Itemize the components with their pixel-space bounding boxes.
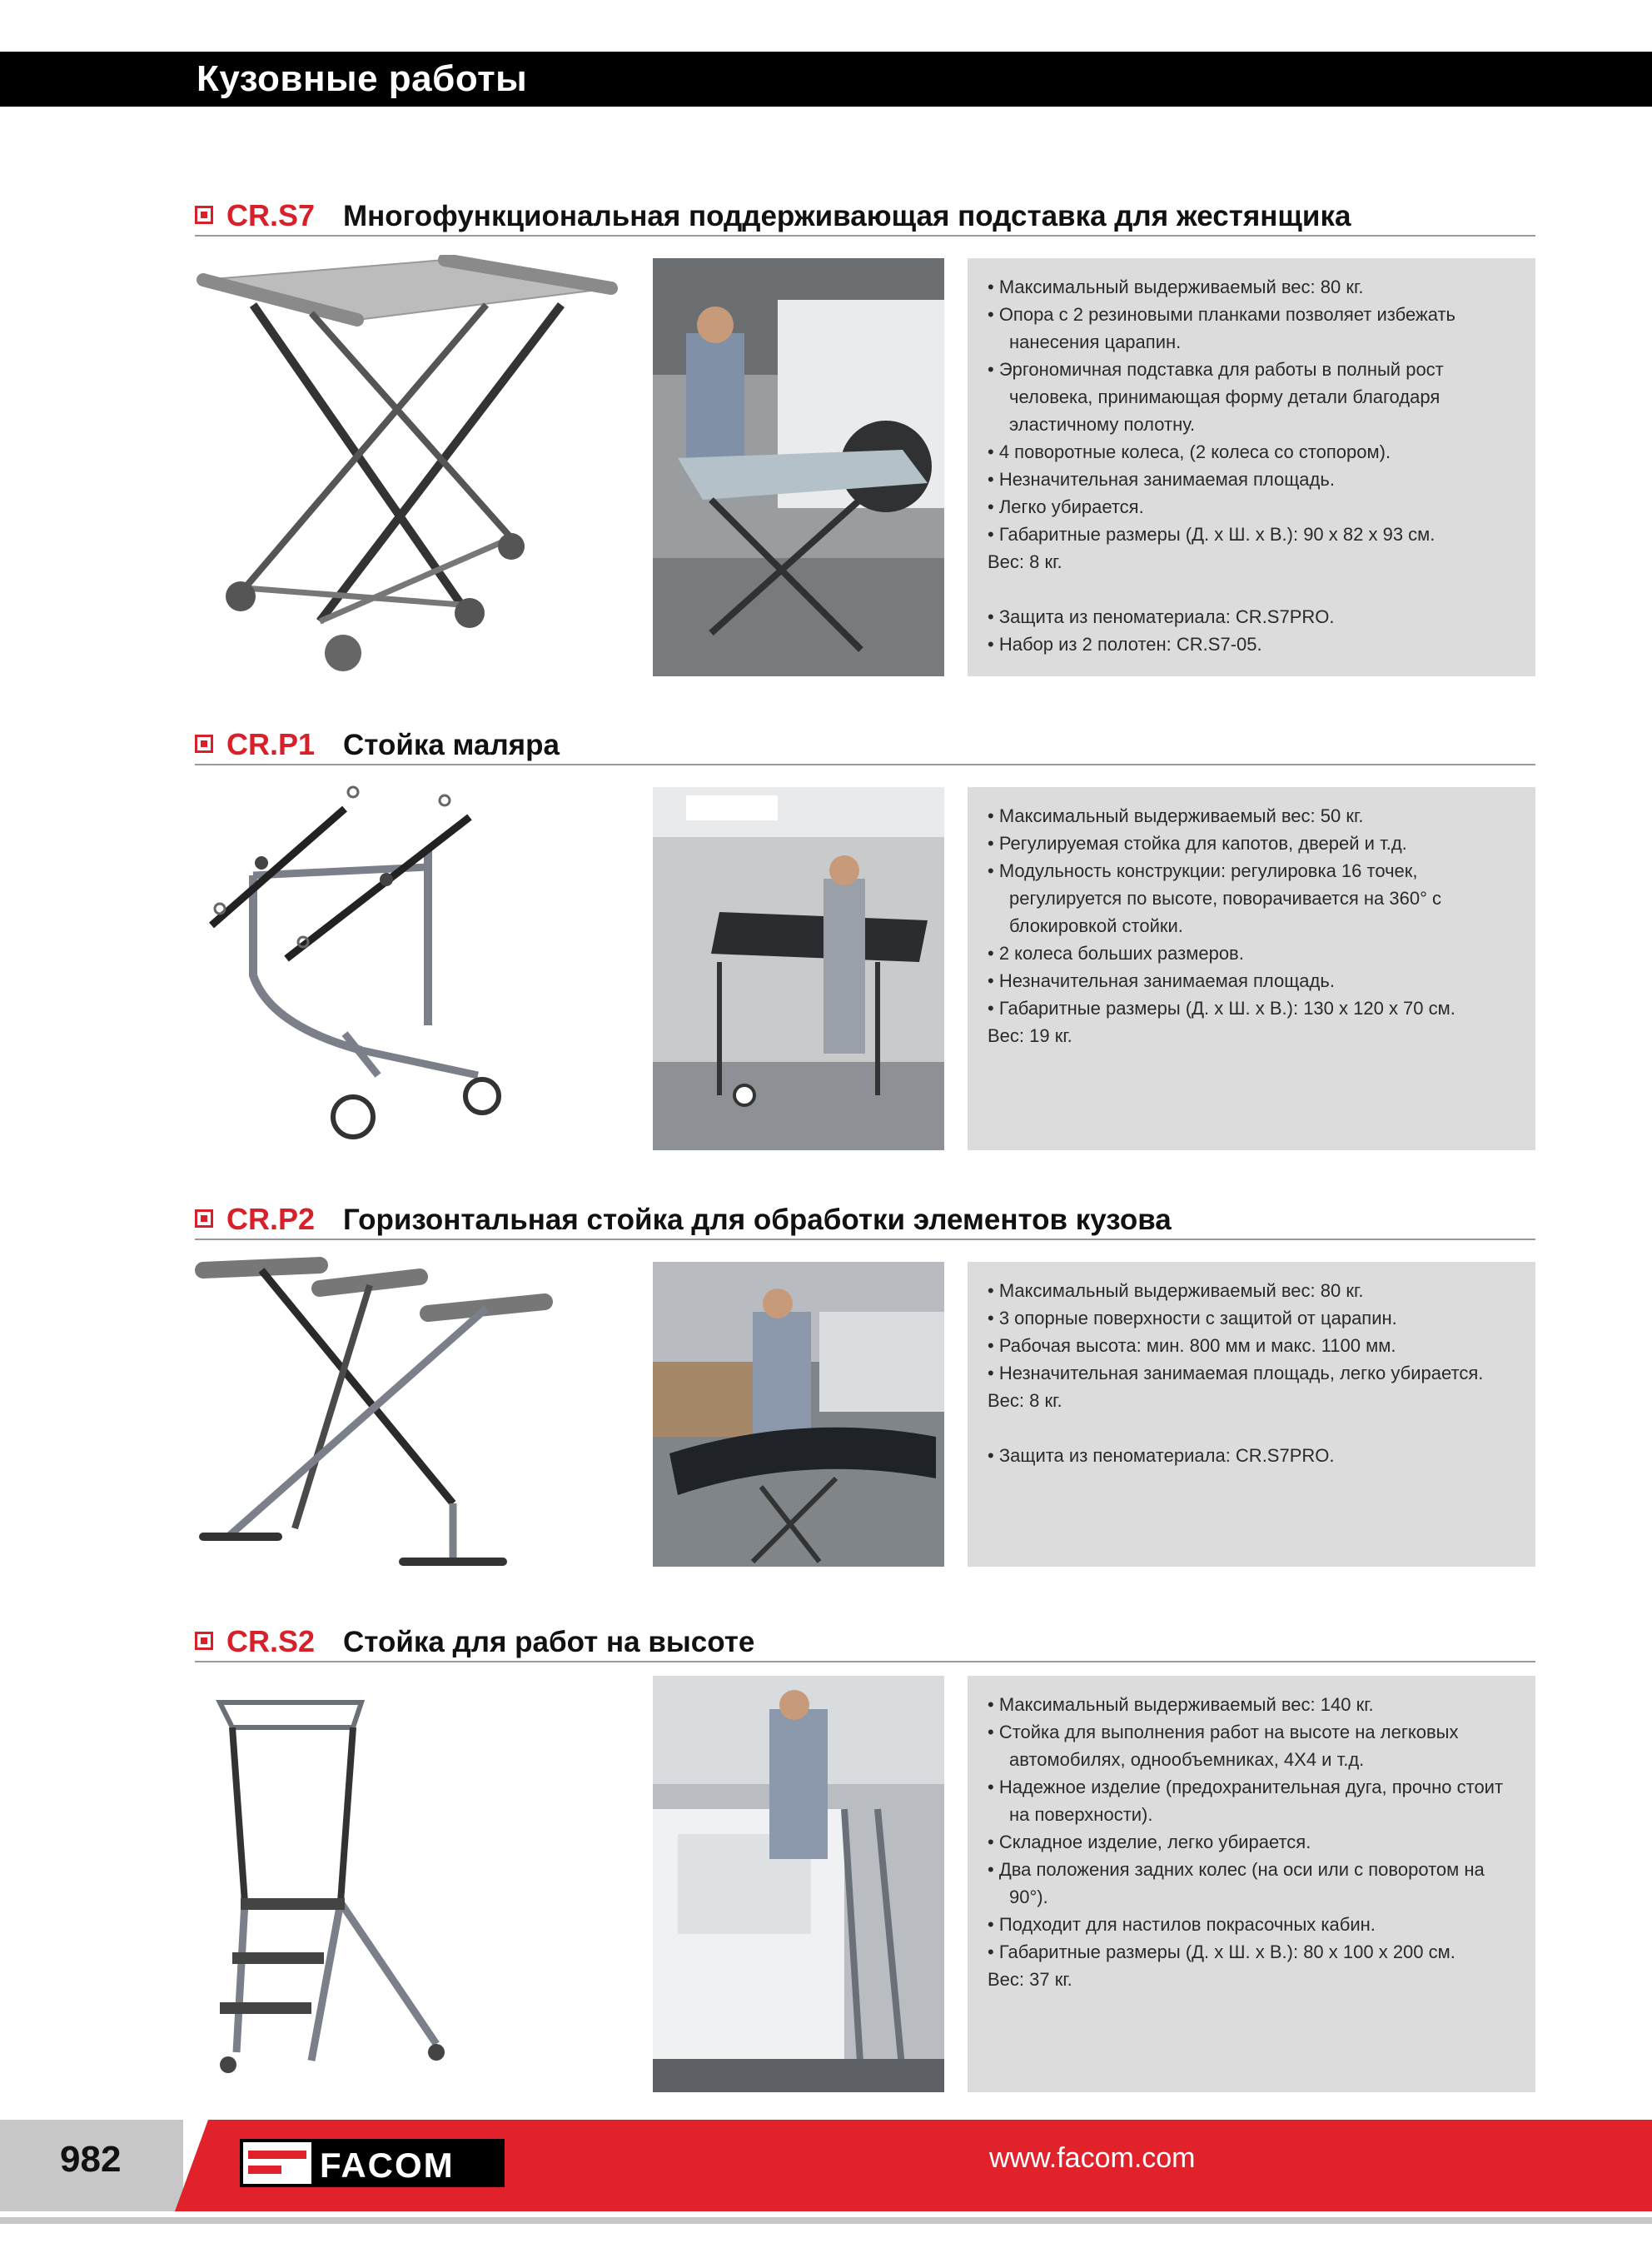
section-header bbox=[195, 727, 1535, 765]
product-name: Многофункциональная поддерживающая подставка для жестянщика bbox=[343, 200, 1351, 232]
spec-line: • Незначительная занимаемая площадь. bbox=[988, 970, 1335, 991]
spec-line: Вес: 8 кг. bbox=[988, 1390, 1062, 1411]
spec-line: • 3 опорные поверхности с защитой от царапин. bbox=[988, 1308, 1397, 1328]
section-header bbox=[195, 198, 1535, 237]
bullet-square-icon bbox=[195, 1632, 213, 1650]
spec-line: регулируется по высоте, поворачивается на 360° с bbox=[1009, 888, 1441, 909]
spec-line: • Надежное изделие (предохранительная дуга, прочно стоит bbox=[988, 1777, 1504, 1797]
spec-line: • Складное изделие, легко убирается. bbox=[988, 1832, 1311, 1852]
paint-booth-photo bbox=[653, 787, 944, 1150]
spec-line: • Легко убирается. bbox=[988, 496, 1144, 517]
product-code: CR.P2 bbox=[226, 1202, 316, 1236]
page-title: Кузовные работы bbox=[197, 58, 528, 99]
spec-line: Вес: 8 кг. bbox=[988, 551, 1062, 572]
facom-logo bbox=[240, 2139, 505, 2187]
product-code: CR.S7 bbox=[226, 198, 316, 232]
height-work-stand-image bbox=[195, 1686, 453, 2077]
spec-line: на поверхности). bbox=[1009, 1804, 1153, 1825]
bullet-square-icon bbox=[195, 735, 213, 753]
spec-line: • Габаритные размеры (Д. x Ш. x В.): 130 x 120 x 70 см. bbox=[988, 998, 1455, 1019]
van-roof-photo bbox=[653, 1676, 944, 2092]
header-bar bbox=[0, 52, 1652, 107]
spec-line: • Стойка для выполнения работ на высоте на легковых bbox=[988, 1722, 1459, 1742]
section-header bbox=[195, 1202, 1535, 1240]
workshop-photo bbox=[653, 258, 944, 676]
spec-line: • Максимальный выдерживаемый вес: 80 кг. bbox=[988, 277, 1364, 297]
spec-line: • Незначительная занимаемая площадь. bbox=[988, 469, 1335, 490]
spec-line: • Максимальный выдерживаемый вес: 50 кг. bbox=[988, 805, 1364, 826]
bumper-work-photo bbox=[653, 1262, 944, 1567]
spec-line: эластичному полотну. bbox=[1009, 414, 1196, 435]
website-link[interactable]: www.facom.com bbox=[989, 2142, 1196, 2174]
spec-line: • 4 поворотные колеса, (2 колеса со стопором). bbox=[988, 441, 1391, 462]
product-description bbox=[968, 787, 1535, 1150]
spec-line: • Набор из 2 полотен: CR.S7-05. bbox=[988, 634, 1262, 655]
spec-line: • Защита из пеноматериала: CR.S7PRO. bbox=[988, 606, 1335, 627]
painter-stand-image bbox=[195, 775, 511, 1159]
spec-line: • Подходит для настилов покрасочных кабин. bbox=[988, 1914, 1376, 1935]
spec-line: • Габаритные размеры (Д. x Ш. x В.): 90 x 82 x 93 см. bbox=[988, 524, 1436, 545]
spec-line: • Модульность конструкции: регулировка 16 точек, bbox=[988, 860, 1418, 881]
spec-line: Вес: 19 кг. bbox=[988, 1025, 1072, 1046]
product-name: Стойка для работ на высоте bbox=[343, 1626, 755, 1658]
bullet-square-icon bbox=[195, 206, 213, 224]
page-number: 982 bbox=[60, 2139, 122, 2180]
spec-line: нанесения царапин. bbox=[1009, 331, 1182, 352]
spec-line: • Регулируемая стойка для капотов, дверей и т.д. bbox=[988, 833, 1407, 854]
spec-line: • Два положения задних колес (на оси или с поворотом на bbox=[988, 1859, 1485, 1880]
product-description bbox=[968, 258, 1535, 676]
folding-stand-image bbox=[195, 255, 628, 680]
product-name: Стойка маляра bbox=[343, 729, 560, 761]
product-name: Горизонтальная стойка для обработки элементов кузова bbox=[343, 1204, 1172, 1236]
spec-line: • Защита из пеноматериала: CR.S7PRO. bbox=[988, 1445, 1335, 1466]
spec-line: • Опора с 2 резиновыми планками позволяет избежать bbox=[988, 304, 1455, 325]
product-code: CR.S2 bbox=[226, 1624, 316, 1658]
spec-line: • Габаритные размеры (Д. x Ш. x В.): 80 x 100 x 200 см. bbox=[988, 1941, 1455, 1962]
spec-line: • Незначительная занимаемая площадь, легко убирается. bbox=[988, 1363, 1484, 1383]
spec-line: • Максимальный выдерживаемый вес: 80 кг. bbox=[988, 1280, 1364, 1301]
horizontal-stand-image bbox=[195, 1254, 628, 1587]
spec-line: блокировкой стойки. bbox=[1009, 915, 1183, 936]
spec-line: • Эргономичная подставка для работы в полный рост bbox=[988, 359, 1444, 380]
spec-line: автомобилях, однообъемниках, 4X4 и т.д. bbox=[1009, 1749, 1365, 1770]
spec-line: • Рабочая высота: мин. 800 мм и макс. 1100 мм. bbox=[988, 1335, 1396, 1356]
spec-line: • 2 колеса больших размеров. bbox=[988, 943, 1244, 964]
product-description bbox=[968, 1676, 1535, 2092]
spec-line: 90°). bbox=[1009, 1887, 1048, 1907]
spec-line: человека, принимающая форму детали благодаря bbox=[1009, 386, 1441, 407]
spec-line: • Максимальный выдерживаемый вес: 140 кг. bbox=[988, 1694, 1374, 1715]
footer-bottom-line bbox=[0, 2217, 1652, 2224]
product-description bbox=[968, 1262, 1535, 1567]
section-header bbox=[195, 1624, 1535, 1662]
bullet-square-icon bbox=[195, 1209, 213, 1228]
brand-name: FACOM bbox=[320, 2146, 455, 2185]
spec-line: Вес: 37 кг. bbox=[988, 1969, 1072, 1990]
product-code: CR.P1 bbox=[226, 727, 316, 761]
